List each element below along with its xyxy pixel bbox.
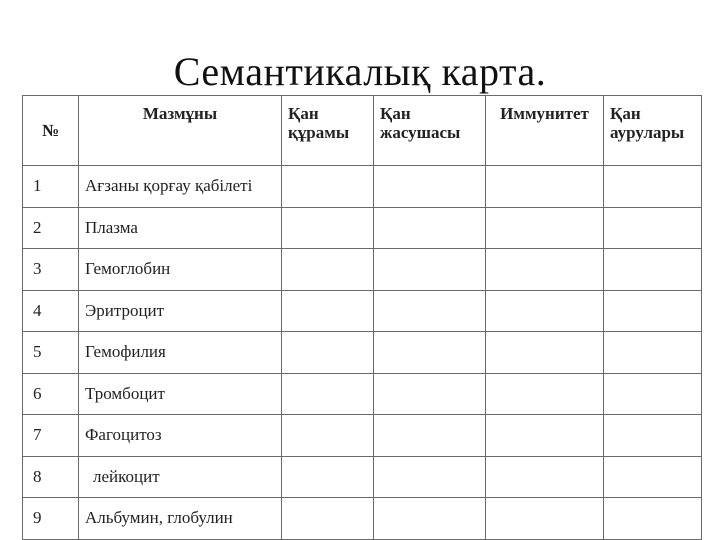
blood-composition-cell[interactable]: [282, 415, 374, 457]
row-number-cell: 1: [23, 166, 79, 208]
table-row: [23, 415, 702, 457]
immunity-cell[interactable]: [486, 498, 604, 540]
blood-diseases-cell[interactable]: [604, 498, 702, 540]
row-number-cell: 9: [23, 498, 79, 540]
concept-cell: Альбумин, глобулин: [79, 498, 282, 540]
table-row: [23, 373, 702, 415]
table-row: [23, 249, 702, 291]
header-blood-composition-line-1: Қан: [288, 104, 319, 123]
header-blood-cell-line-1: Қан: [380, 104, 411, 123]
blood-diseases-cell[interactable]: [604, 332, 702, 374]
header-blood-diseases-line-1: Қан: [610, 104, 641, 123]
blood-cell-cell[interactable]: [374, 207, 486, 249]
concept-cell: Эритроцит: [79, 290, 282, 332]
blood-cell-cell[interactable]: [374, 373, 486, 415]
concept-cell: Гемофилия: [79, 332, 282, 374]
blood-cell-cell[interactable]: [374, 166, 486, 208]
header-number: №: [23, 96, 79, 166]
blood-diseases-cell[interactable]: [604, 249, 702, 291]
page-title: Семантикалық карта.: [173, 49, 547, 94]
immunity-cell[interactable]: [486, 332, 604, 374]
immunity-cell[interactable]: [486, 290, 604, 332]
row-number-cell: 2: [23, 207, 79, 249]
semantic-map-table: [22, 95, 702, 540]
table-row: [23, 207, 702, 249]
row-number-cell: 8: [23, 456, 79, 498]
concept-cell: лейкоцит: [79, 456, 282, 498]
row-number-cell: 4: [23, 290, 79, 332]
blood-composition-cell[interactable]: [282, 166, 374, 208]
table-row: [23, 456, 702, 498]
header-blood-diseases-line-2: аурулары: [610, 123, 685, 142]
blood-diseases-cell[interactable]: [604, 415, 702, 457]
blood-composition-cell[interactable]: [282, 498, 374, 540]
blood-composition-cell[interactable]: [282, 207, 374, 249]
row-number-cell: 7: [23, 415, 79, 457]
blood-cell-cell[interactable]: [374, 456, 486, 498]
blood-cell-cell[interactable]: [374, 415, 486, 457]
blood-composition-cell[interactable]: [282, 373, 374, 415]
concept-cell: Тромбоцит: [79, 373, 282, 415]
immunity-cell[interactable]: [486, 373, 604, 415]
concept-cell: Фагоцитоз: [79, 415, 282, 457]
header-blood-diseases: [604, 96, 702, 166]
blood-diseases-cell[interactable]: [604, 166, 702, 208]
table-row: [23, 290, 702, 332]
blood-composition-cell[interactable]: [282, 456, 374, 498]
table-row: [23, 166, 702, 208]
table-row: [23, 332, 702, 374]
blood-diseases-cell[interactable]: [604, 290, 702, 332]
immunity-cell[interactable]: [486, 249, 604, 291]
row-number-cell: 6: [23, 373, 79, 415]
blood-cell-cell[interactable]: [374, 290, 486, 332]
header-blood-composition: [282, 96, 374, 166]
immunity-cell[interactable]: [486, 166, 604, 208]
blood-composition-cell[interactable]: [282, 332, 374, 374]
concept-cell: Ағзаны қорғау қабілеті: [79, 166, 282, 208]
header-blood-cell: [374, 96, 486, 166]
row-number-cell: 5: [23, 332, 79, 374]
header-blood-composition-line-2: құрамы: [288, 123, 350, 142]
blood-composition-cell[interactable]: [282, 249, 374, 291]
table-header-row: [23, 96, 702, 166]
blood-cell-cell[interactable]: [374, 498, 486, 540]
header-concept: Мазмұны: [79, 96, 282, 166]
table-row: [23, 498, 702, 540]
blood-cell-cell[interactable]: [374, 332, 486, 374]
immunity-cell[interactable]: [486, 456, 604, 498]
concept-cell: Гемоглобин: [79, 249, 282, 291]
blood-diseases-cell[interactable]: [604, 207, 702, 249]
header-immunity: Иммунитет: [486, 96, 604, 166]
immunity-cell[interactable]: [486, 207, 604, 249]
concept-cell: Плазма: [79, 207, 282, 249]
blood-diseases-cell[interactable]: [604, 456, 702, 498]
blood-composition-cell[interactable]: [282, 290, 374, 332]
immunity-cell[interactable]: [486, 415, 604, 457]
blood-cell-cell[interactable]: [374, 249, 486, 291]
row-number-cell: 3: [23, 249, 79, 291]
blood-diseases-cell[interactable]: [604, 373, 702, 415]
header-blood-cell-line-2: жасушасы: [380, 123, 461, 142]
